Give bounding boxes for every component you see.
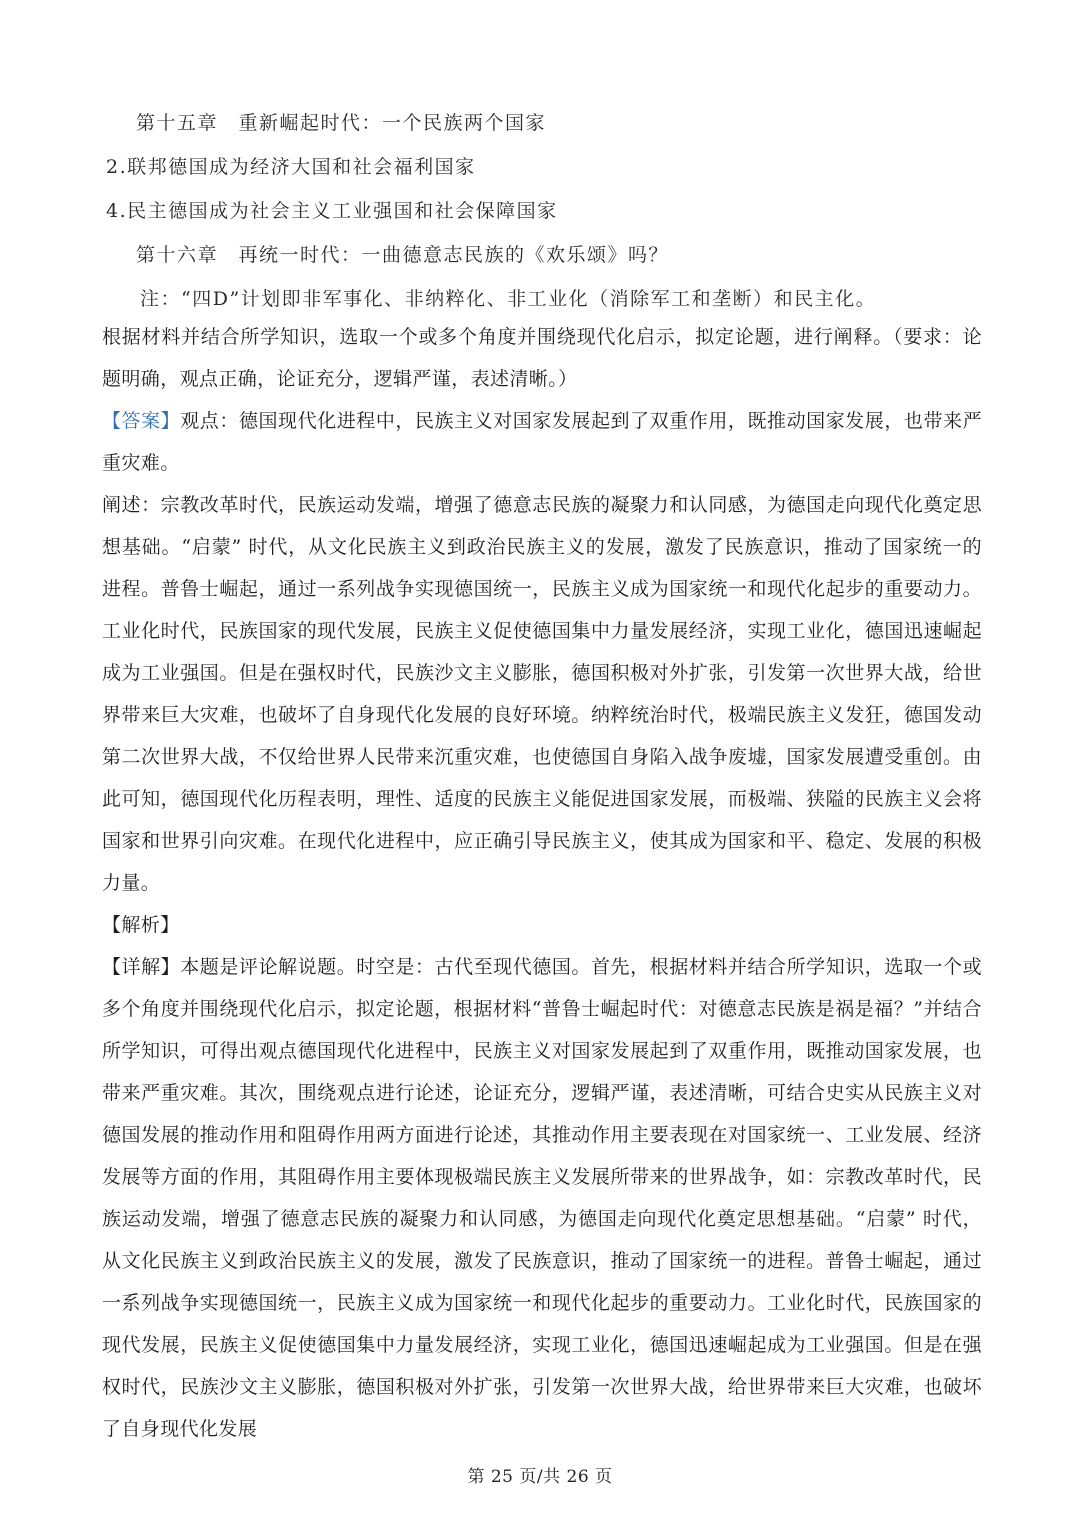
analysis-heading: 【解析】 bbox=[102, 914, 180, 936]
question-and-answer bbox=[102, 316, 982, 1450]
material-note: 注：“四D”计划即非军事化、非纳粹化、非工业化（消除军工和垄断）和民主化。 bbox=[140, 288, 877, 310]
viewpoint-text: 观点：德国现代化进程中，民族主义对国家发展起到了双重作用，既推动国家发展，也带来严重灾难。 bbox=[102, 410, 983, 474]
question-text: 根据材料并结合所学知识，选取一个或多个角度并围绕现代化启示，拟定论题，进行阐释。（要求：论题明确，观点正确，论证充分，逻辑严谨，表述清晰。） bbox=[102, 326, 982, 390]
material-line-chapter-16: 第十六章 再统一时代：一曲德意志民族的《欢乐颂》吗？ bbox=[136, 244, 670, 266]
answer-tag: 【答案】 bbox=[102, 410, 181, 432]
detail-tag: 【详解】 bbox=[102, 956, 181, 978]
material-line-federal-germany: 2.联邦德国成为经济大国和社会福利国家 bbox=[106, 156, 476, 178]
material-line-democratic-germany: 4.民主德国成为社会主义工业强国和社会保障国家 bbox=[106, 200, 558, 222]
analysis-detail bbox=[102, 946, 982, 1450]
answer-elaboration: 阐述：宗教改革时代，民族运动发端，增强了德意志民族的凝聚力和认同感，为德国走向现代化奠定思想基础。“启蒙” 时代，从文化民族主义到政治民族主义的发展，激发了民族意识，推动了国家统一的进程。普鲁士崛起，通过一系列战争实现德国统一，民族主义成为国家统一和现代化起步的重要动力。工业化时代，民族国家的现代发展，民族主义促使德国集中力量发展经济，实现工业化，德国迅速崛起成为工业强国。但是在强权时代，民族沙文主义膨胀，德国积极对外扩张，引发第一次世界大战，给世界带来巨大灾难，也破坏了自身现代化发展的良好环境。纳粹统治时代，极端民族主义发狂，德国发动第二次世界大战，不仅给世界人民带来沉重灾难，也使德国自身陷入战争废墟，国家发展遭受重创。由此可知，德国现代化历程表明，理性、适度的民族主义能促进国家发展，而极端、狭隘的民族主义会将国家和世界引向灾难。在现代化进程中，应正确引导民族主义，使其成为国家和平、稳定、发展的积极力量。 bbox=[102, 494, 982, 894]
material-excerpt bbox=[106, 106, 996, 326]
answer-viewpoint bbox=[102, 400, 982, 484]
detail-text: 本题是评论解说题。时空是：古代至现代德国。首先，根据材料并结合所学知识，选取一个或多个角度并围绕现代化启示，拟定论题，根据材料“普鲁士崛起时代：对德意志民族是祸是福？”并结合所学知识，可得出观点德国现代化进程中，民族主义对国家发展起到了双重作用，既推动国家发展，也带来严重灾难。其次，围绕观点进行论述，论证充分，逻辑严谨，表述清晰，可结合史实从民族主义对德国发展的推动作用和阻碍作用两方面进行论述，其推动作用主要表现在对国家统一、工业发展、经济发展等方面的作用，其阻碍作用主要体现极端民族主义发展所带来的世界战争，如：宗教改革时代，民族运动发端，增强了德意志民族的凝聚力和认同感，为德国走向现代化奠定思想基础。“启蒙” 时代，从文化民族主义到政治民族主义的发展，激发了民族意识，推动了国家统一的进程。普鲁士崛起，通过一系列战争实现德国统一，民族主义成为国家统一和现代化起步的重要动力。工业化时代，民族国家的现代发展，民族主义促使德国集中力量发展经济，实现工业化，德国迅速崛起成为工业强国。但是在强权时代，民族沙文主义膨胀，德国积极对外扩张，引发第一次世界大战，给世界带来巨大灾难，也破坏了自身现代化发展 bbox=[102, 956, 983, 1440]
material-line-chapter-15: 第十五章 重新崛起时代：一个民族两个国家 bbox=[136, 112, 547, 134]
page-number: 第 25 页/共 26 页 bbox=[467, 1467, 613, 1487]
